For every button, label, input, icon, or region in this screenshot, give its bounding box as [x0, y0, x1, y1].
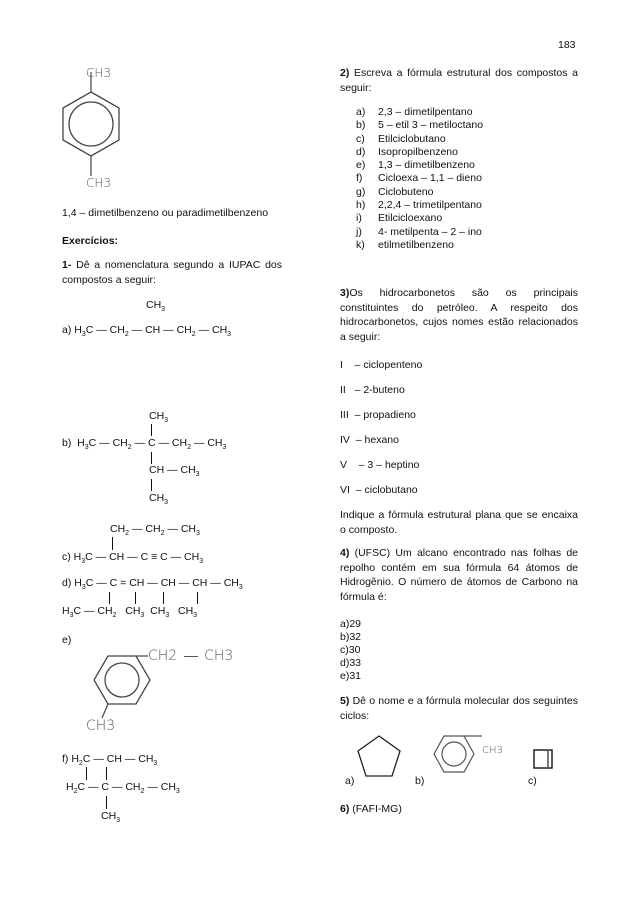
- list-item: f) Cicloexa – 1,1 – dieno: [356, 172, 482, 185]
- benzene-ring-paraxylene: [55, 66, 135, 186]
- structure-b-bond-bottom: [151, 479, 152, 491]
- structure-e-ch2: CH2: [148, 648, 178, 664]
- exercises-heading: Exercícios:: [62, 235, 119, 247]
- structure-f-bottom-chain: $H_2C$ — C — $CH_2$ — $CH_3$: [66, 781, 180, 796]
- structure-b-bond-mid: [151, 452, 152, 464]
- question-2-number: 2): [340, 67, 350, 79]
- list-item: g) Ciclobuteno: [356, 185, 434, 198]
- structure-e-ring-methyl: CH3: [86, 718, 116, 734]
- question-2-list: [356, 106, 483, 252]
- structure-f-top-chain: f) $H_2C$ — CH — $CH_3$: [62, 753, 158, 768]
- ring-label-c: c): [528, 775, 537, 787]
- structure-d-bond-4: [197, 592, 198, 604]
- structure-a-label: a): [62, 324, 72, 336]
- question-5: [340, 694, 578, 723]
- structure-f-methyl: $CH_3$: [101, 810, 121, 825]
- paraxylene-caption: 1,4 – dimetilbenzeno ou paradimetilbenzeno: [62, 207, 269, 219]
- structure-e-ethyl-bond: [184, 656, 198, 657]
- structure-d-bond-3: [163, 592, 164, 604]
- cyclobutene-ring: [532, 748, 556, 772]
- structure-b-bottom-branch: $CH_3$: [149, 492, 169, 507]
- list-item: a) 2,3 – dimetilpentano: [356, 106, 473, 118]
- question-4-number: 4): [340, 547, 350, 559]
- question-3-number: 3): [340, 287, 350, 299]
- structure-d-bond-1: [109, 592, 110, 604]
- question-1-number: 1-: [62, 259, 72, 271]
- question-3-text: Os hidrocarbonetos são os principais constituintes do petróleo. A respeito dos hidrocarbonetos, cujos nomes estão relacionados a seguir:: [340, 287, 578, 343]
- list-item: b) 5 – etil 3 – metiloctano: [356, 119, 484, 132]
- question-6-number: 6): [340, 803, 350, 815]
- list-item: c) Etilciclobutano: [356, 132, 446, 145]
- question-2-text: Escreva a fórmula estrutural dos compostos a seguir:: [340, 67, 578, 94]
- structure-d-branches: $H_3C$ — $CH_2$ $CH_3$ $CH_3$ $CH_3$: [62, 605, 198, 620]
- list-item: h) 2,2,4 – trimetilpentano: [356, 199, 482, 212]
- structure-a-main-chain: a) $H_3C$ — $CH_2$ — CH — $CH_2$ — $CH_3$: [62, 324, 232, 339]
- structure-d-bond-2: [135, 592, 136, 604]
- paraxylene-top-methyl: CH3: [86, 66, 112, 80]
- list-item: e) 1,3 – dimetilbenzeno: [356, 159, 475, 172]
- structure-f-ring-bond-right: [106, 767, 107, 780]
- structure-e-label: e): [62, 634, 72, 646]
- question-4-options: [340, 618, 361, 683]
- question-3-item-4: IV – hexano: [340, 434, 399, 446]
- question-3-item-1: I – ciclopenteno: [340, 359, 423, 371]
- option-a: a)29: [340, 618, 362, 630]
- structure-c-label: c): [62, 551, 71, 563]
- structure-f-label: f): [62, 753, 69, 765]
- ring-label-a: a): [345, 775, 355, 787]
- structure-e-ch3: CH3: [204, 648, 234, 664]
- question-6: [340, 802, 578, 817]
- structure-c-branch: $CH_2$ — $CH_2$ — $CH_3$: [110, 523, 200, 538]
- question-1: [62, 258, 282, 287]
- option-d: d)33: [340, 657, 362, 669]
- question-3-item-5: V – 3 – heptino: [340, 459, 420, 471]
- toluene-ring: [430, 730, 510, 786]
- structure-b-label: b): [62, 437, 72, 449]
- structure-f-bond-methyl: [106, 796, 107, 809]
- question-3-prompt: Indique a fórmula estrutural plana que se encaixa o composto.: [340, 509, 578, 536]
- ring-label-b: b): [415, 775, 425, 787]
- structure-e-ethyl: [148, 648, 233, 664]
- structure-b-top-branch: $CH_3$: [149, 410, 169, 425]
- question-4: [340, 546, 578, 604]
- structure-c-main-chain: c) $H_3C$ — CH — C ≡ C — $CH_3$: [62, 551, 204, 566]
- list-item: d) Isopropilbenzeno: [356, 145, 458, 158]
- question-1-text: Dê a nomenclatura segundo a IUPAC dos compostos a seguir:: [62, 259, 282, 286]
- structure-b-mid-branch: CH — $CH_3$: [149, 464, 200, 479]
- structure-c-bond: [112, 537, 113, 550]
- structure-b-main-chain: b) $H_3C$ — $CH_2$ — C — $CH_2$ — $CH_3$: [62, 437, 227, 452]
- question-3-item-3: III – propadieno: [340, 409, 416, 421]
- toluene-methyl: CH3: [482, 745, 503, 756]
- option-e: e)31: [340, 670, 362, 682]
- question-3-item-6: VI – ciclobutano: [340, 484, 418, 496]
- list-item: j) 4- metilpenta – 2 – ino: [356, 225, 482, 238]
- option-b: b)32: [340, 631, 362, 643]
- structure-b-bond-top: [151, 424, 152, 436]
- structure-d-label: d): [62, 577, 72, 589]
- question-6-text: (FAFI-MG): [349, 803, 402, 815]
- question-3-item-2: II – 2-buteno: [340, 384, 405, 396]
- list-item: i) Etilcicloexano: [356, 212, 443, 225]
- cyclopentane-ring: [354, 732, 404, 782]
- question-4-text: (UFSC) Um alcano encontrado nas folhas de repolho contém em sua fórmula 64 átomos de Hidrogênio. O número de átomos de Carbono na fórmula é:: [340, 547, 578, 603]
- page-number: 183: [558, 39, 576, 51]
- question-5-text: Dê o nome e a fórmula molecular dos seguintes ciclos:: [340, 695, 578, 722]
- paraxylene-bottom-methyl: CH3: [86, 176, 112, 190]
- structure-d-main-chain: d) $H_3C$ — C = CH — CH — CH — $CH_3$: [62, 577, 243, 592]
- option-c: c)30: [340, 644, 361, 656]
- question-3: [340, 286, 578, 344]
- list-item: k) etilmetilbenzeno: [356, 238, 454, 251]
- structure-f-ring-bond-left: [86, 767, 87, 780]
- structure-a-branch: $CH_3$: [146, 299, 166, 314]
- question-2: [340, 66, 578, 95]
- question-5-number: 5): [340, 695, 350, 707]
